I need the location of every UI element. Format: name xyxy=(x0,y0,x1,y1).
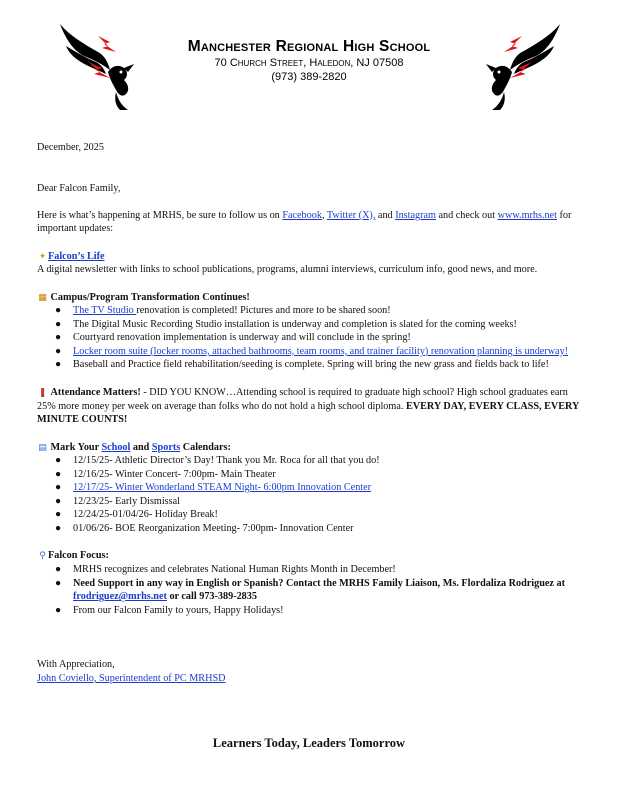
letter-date: December, 2025 xyxy=(37,142,104,153)
falcons-life-link[interactable]: Falcon’s Life xyxy=(48,251,105,262)
list-item: ● Baseball and Practice field rehabilitation/seeding is complete. Spring will bring the new grass and fields back to life! xyxy=(55,359,549,371)
list-item: frodriguez@mrhs.net or call 973-389-2835 xyxy=(73,591,257,603)
list-item: ● The Digital Music Recording Studio installation is underway and completion is slated for the coming weeks! xyxy=(55,318,517,330)
list-item: ● 12/24/25-01/04/26- Holiday Break! xyxy=(55,509,218,521)
list-item: ● MRHS recognizes and celebrates National Human Rights Month in December! xyxy=(55,564,396,575)
list-item: ● 12/16/25- Winter Concert- 7:00pm- Main Theater xyxy=(55,468,276,480)
list-item: ● From our Falcon Family to yours, Happy Holidays! xyxy=(55,604,284,616)
sports-calendar-link[interactable]: Sports xyxy=(151,442,181,453)
signature-link[interactable]: John Coviello, Superintendent of PC MRHSD xyxy=(37,673,226,684)
school-calendar-link[interactable]: School xyxy=(101,442,131,453)
attendance-line-3: MINUTE COUNTS! xyxy=(37,414,128,425)
school-address: 70 Church Street, Haledon, NJ 07508 xyxy=(214,57,404,69)
footprints-icon: ❚ xyxy=(38,388,47,398)
list-item: ● 01/06/26- BOE Reorganization Meeting- 7:00pm- Innovation Center xyxy=(55,522,354,534)
list-item: ● Locker room suite (locker rooms, attached bathrooms, team rooms, and trainer facility) renovation planning is underway! xyxy=(55,345,569,357)
list-item: ● The TV Studio renovation is completed! Pictures and more to be shared soon! xyxy=(55,305,391,316)
letterhead xyxy=(150,38,468,84)
falcon-logo-right xyxy=(476,22,562,114)
email-link[interactable]: frodriguez@mrhs.net xyxy=(73,591,167,603)
letter-greeting: Dear Falcon Family, xyxy=(37,183,121,194)
calendar-list xyxy=(37,454,380,536)
instagram-link[interactable]: Instagram xyxy=(395,210,436,221)
construction-icon: ▦ xyxy=(38,293,47,303)
tv-studio-link[interactable]: The TV Studio xyxy=(73,305,137,316)
magnifier-icon: ⚲ xyxy=(39,551,46,561)
party-popper-icon: ✦ xyxy=(38,252,47,262)
locker-room-link[interactable]: Locker room suite (locker rooms, attached bathrooms, team rooms, and trainer facility) renovation planning is underway! xyxy=(73,345,569,357)
school-phone: (973) 389-2820 xyxy=(271,71,347,83)
campus-list xyxy=(37,304,568,372)
closing: With Appreciation, xyxy=(37,659,115,670)
signature xyxy=(37,672,225,686)
attendance-line-2: 25% more money per week on average than folks who do not hold a high school diploma. EVERY DAY, EVERY CLASS, EVERY xyxy=(37,401,580,412)
calendars-heading: ▤ Mark Your School and Sports Calendars: xyxy=(37,441,231,456)
list-item: ● 12/15/25- Athletic Director’s Day! Thank you Mr. Roca for all that you do! xyxy=(55,455,380,466)
campus-heading: ▦ Campus/Program Transformation Continues! xyxy=(37,291,250,306)
intro-line-2: important updates: xyxy=(37,223,114,234)
attendance-line-1: ❚ Attendance Matters! - DID YOU KNOW…Attending school is required to graduate high school? High school graduates earn xyxy=(37,386,568,401)
website-link[interactable]: www.mrhs.net xyxy=(497,210,557,221)
facebook-link[interactable]: Facebook xyxy=(282,210,322,221)
list-item: ● 12/23/25- Early Dismissal xyxy=(55,495,180,507)
falcon-logo-left xyxy=(58,22,144,114)
list-item: ● Courtyard renovation implementation is underway and will conclude in the spring! xyxy=(55,332,411,344)
school-name: Manchester Regional High School xyxy=(187,38,431,55)
intro-line: Here is what’s happening at MRHS, be sure to follow us on Facebook, Twitter (X), and Instagram and check out www.mrhs.net for xyxy=(37,210,572,221)
falcons-life-desc: A digital newsletter with links to school publications, programs, alumni interviews, curriculum info, good news, and more. xyxy=(37,264,538,275)
list-item: ● Need Support in any way in English or Spanish? Contact the MRHS Family Liaison, Ms. Flordaliza Rodriguez at xyxy=(55,577,565,589)
calendar-icon: ▤ xyxy=(38,443,47,453)
focus-heading: ⚲ Falcon Focus: xyxy=(37,549,109,564)
twitter-link[interactable]: Twitter (X), xyxy=(326,210,376,221)
footer-motto: Learners Today, Leaders Tomorrow xyxy=(212,736,406,750)
list-item: ● 12/17/25- Winter Wonderland STEAM Night- 6:00pm Innovation Center xyxy=(55,482,372,494)
focus-list xyxy=(37,563,565,617)
steam-night-link[interactable]: 12/17/25- Winter Wonderland STEAM Night- 6:00pm Innovation Center xyxy=(73,482,372,494)
